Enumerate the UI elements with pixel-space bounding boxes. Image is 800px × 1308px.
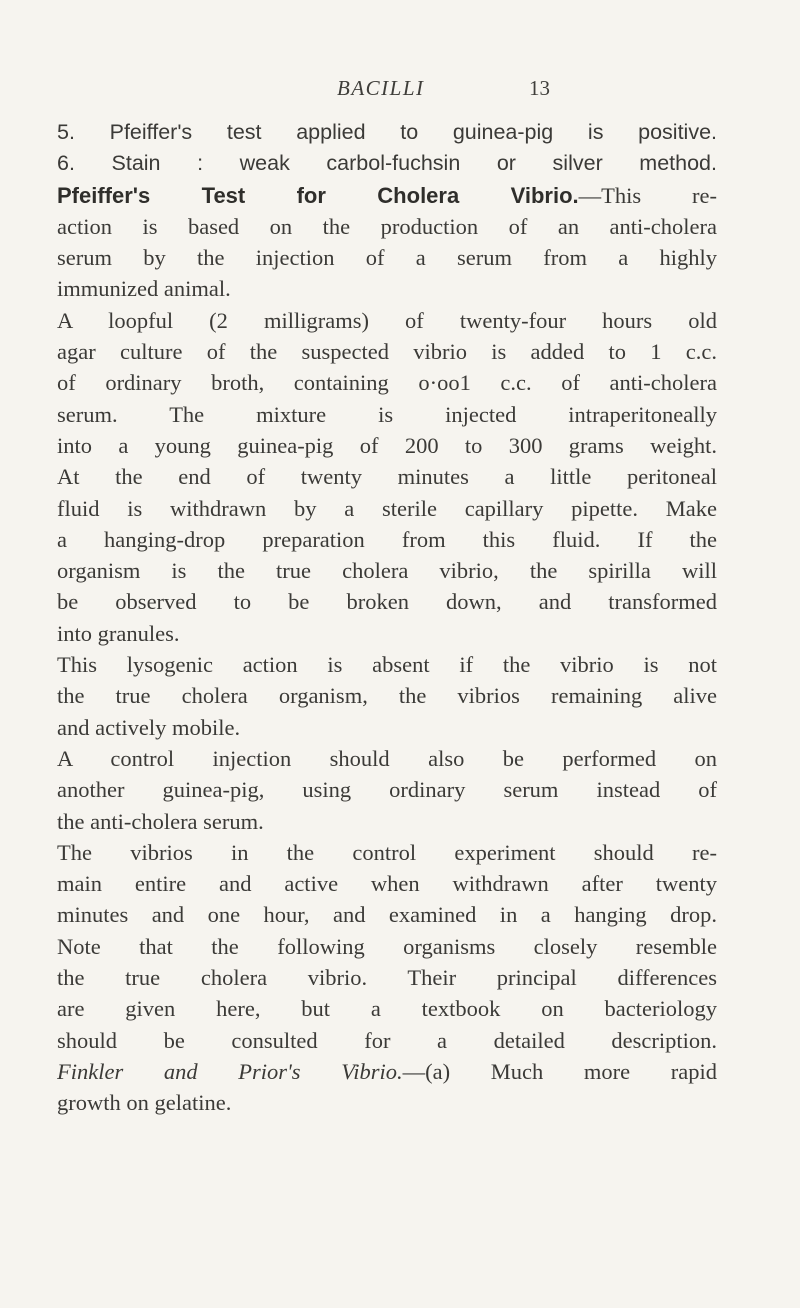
paragraph (57, 837, 717, 931)
list-item: 6. Stain : weak carbol-fuchsin or silver method. (57, 151, 717, 176)
page-number: 13 (529, 76, 550, 100)
text-line: action is based on the production of an anti-cholera (57, 213, 717, 239)
text-line: into a young guinea-pig of 200 to 300 grams weight. (57, 432, 717, 458)
text-line: should be consulted for a detailed description. (57, 1027, 717, 1053)
text-line: serum by the injection of a serum from a highly (57, 245, 717, 271)
text-line: A loopful (2 milligrams) of twenty-four hours old (57, 307, 717, 333)
text-line: another guinea-pig, using ordinary serum instead of (57, 777, 717, 803)
paragraph (57, 305, 717, 649)
text-line: the anti-cholera serum. (57, 808, 264, 834)
text-line: immunized animal. (57, 276, 231, 302)
paragraph (57, 743, 717, 837)
text-line: are given here, but a textbook on bacteriology (57, 996, 717, 1022)
text-line: fluid is withdrawn by a sterile capillary pipette. Make (57, 495, 717, 521)
text-line: agar culture of the suspected vibrio is added to 1 c.c. (57, 339, 717, 365)
text-line: of ordinary broth, containing o·oo1 c.c. of anti-cholera (57, 370, 717, 396)
subsection-text: —(a) Much more rapid (402, 1058, 717, 1084)
section-heading-line (57, 180, 717, 211)
page-header (0, 76, 800, 108)
paragraph (57, 649, 717, 743)
text-line: and actively mobile. (57, 714, 241, 740)
list-item: 5. Pfeiffer's test applied to guinea-pig is positive. (57, 120, 717, 144)
text-line: This lysogenic action is absent if the vibrio is not (57, 652, 717, 678)
text-line: main entire and active when withdrawn after twenty (57, 871, 717, 897)
text-line: A control injection should also be performed on (57, 745, 717, 771)
text-line: the true cholera vibrio. Their principal differences (57, 965, 717, 991)
text-line: the true cholera organism, the vibrios remaining alive (57, 683, 717, 709)
text-line: minutes and one hour, and examined in a hanging drop. (57, 902, 717, 928)
text-line: be observed to be broken down, and transformed (57, 589, 717, 615)
text-line: Note that the following organisms closely resemble (57, 933, 717, 959)
text-line: a hanging-drop preparation from this fluid. If the (57, 526, 717, 552)
paragraph (57, 931, 717, 1056)
text-line: serum. The mixture is injected intraperitoneally (57, 401, 717, 427)
text-line: organism is the true cholera vibrio, the spirilla will (57, 558, 717, 584)
text-line: growth on gelatine. (57, 1090, 232, 1116)
text-line: The vibrios in the control experiment should re- (57, 839, 717, 865)
text-line: into granules. (57, 620, 180, 646)
subsection-line (57, 1056, 717, 1087)
page-body (57, 117, 717, 1119)
section-intro-start: —This re- (578, 182, 717, 208)
section-heading: Pfeiffer's Test for Cholera Vibrio. (57, 182, 579, 208)
subsection-title: Finkler and Prior's Vibrio. (57, 1058, 403, 1084)
text-line: At the end of twenty minutes a little peritoneal (57, 464, 717, 490)
running-head: BACILLI (337, 76, 425, 100)
